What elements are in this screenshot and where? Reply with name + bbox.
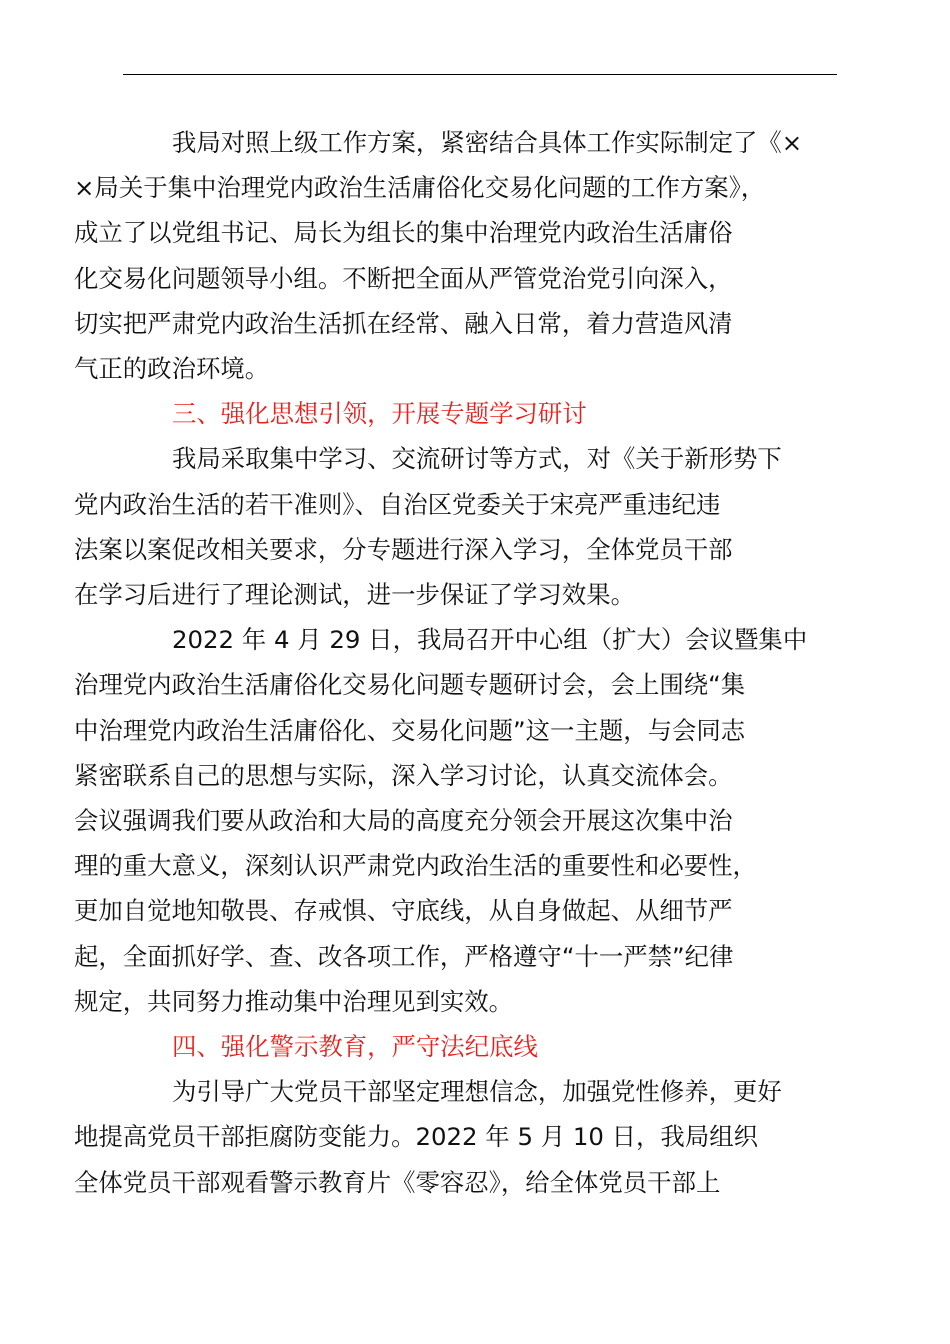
text-line: 气正的政治环境。 bbox=[74, 354, 270, 384]
text-line: 全体党员干部观看警示教育片《零容忍》，给全体党员干部上 bbox=[74, 1167, 721, 1197]
text-line: 更加自觉地知敬畏、存戒惧、守底线，从自身做起、从细节严 bbox=[74, 896, 733, 926]
text-line: 理的重大意义，深刻认识严肃党内政治生活的重要性和必要性， bbox=[74, 851, 757, 881]
section-heading-four bbox=[123, 1024, 841, 1069]
text-line: 我局采取集中学习、交流研讨等方式，对《关于新形势下 bbox=[172, 444, 782, 474]
heading-text: 四、强化警示教育，严守法纪底线 bbox=[172, 1032, 538, 1062]
text-line: 紧密联系自己的思想与实际，深入学习讨论，认真交流体会。 bbox=[74, 760, 733, 790]
heading-text: 三、强化思想引领，开展专题学习研讨 bbox=[172, 399, 587, 429]
text-line: 为引导广大党员干部坚定理想信念，加强党性修养，更好 bbox=[172, 1077, 782, 1107]
document-body bbox=[74, 120, 841, 1205]
paragraph-work-plan bbox=[74, 120, 841, 391]
text-line: 法案以案促改相关要求，分专题进行深入学习，全体党员干部 bbox=[74, 534, 733, 564]
paragraph-warning-education bbox=[74, 1069, 841, 1205]
text-line: 中治理党内政治生活庸俗化、交易化问题”这一主题，与会同志 bbox=[74, 715, 746, 745]
paragraph-study-methods bbox=[74, 436, 841, 617]
text-line: 规定，共同努力推动集中治理见到实效。 bbox=[74, 986, 514, 1016]
text-line: 化交易化问题领导小组。不断把全面从严管党治党引向深入， bbox=[74, 263, 733, 293]
text-line: 切实把严肃党内政治生活抓在经常、融入日常，着力营造风清 bbox=[74, 308, 733, 338]
text-line: 地提高党员干部拒腐防变能力。2022 年 5 月 10 日，我局组织 bbox=[74, 1122, 758, 1152]
text-line: 会议强调我们要从政治和大局的高度充分领会开展这次集中治 bbox=[74, 806, 733, 836]
text-line: 成立了以党组书记、局长为组长的集中治理党内政治生活庸俗 bbox=[74, 218, 733, 248]
text-line: 起，全面抓好学、查、改各项工作，严格遵守“十一严禁”纪律 bbox=[74, 941, 734, 971]
text-line: 在学习后进行了理论测试，进一步保证了学习效果。 bbox=[74, 580, 635, 610]
text-line: 治理党内政治生活庸俗化交易化问题专题研讨会，会上围绕“集 bbox=[74, 670, 746, 700]
paragraph-seminar bbox=[74, 617, 841, 1024]
text-line: 我局对照上级工作方案，紧密结合具体工作实际制定了《× bbox=[172, 128, 803, 157]
text-line: 2022 年 4 月 29 日，我局召开中心组（扩大）会议暨集中 bbox=[172, 625, 808, 655]
section-heading-three bbox=[123, 391, 841, 436]
text-line: 党内政治生活的若干准则》、自治区党委关于宋亮严重违纪违 bbox=[74, 489, 721, 519]
header-rule bbox=[123, 74, 837, 75]
text-line: ×局关于集中治理党内政治生活庸俗化交易化问题的工作方案》， bbox=[74, 173, 766, 203]
